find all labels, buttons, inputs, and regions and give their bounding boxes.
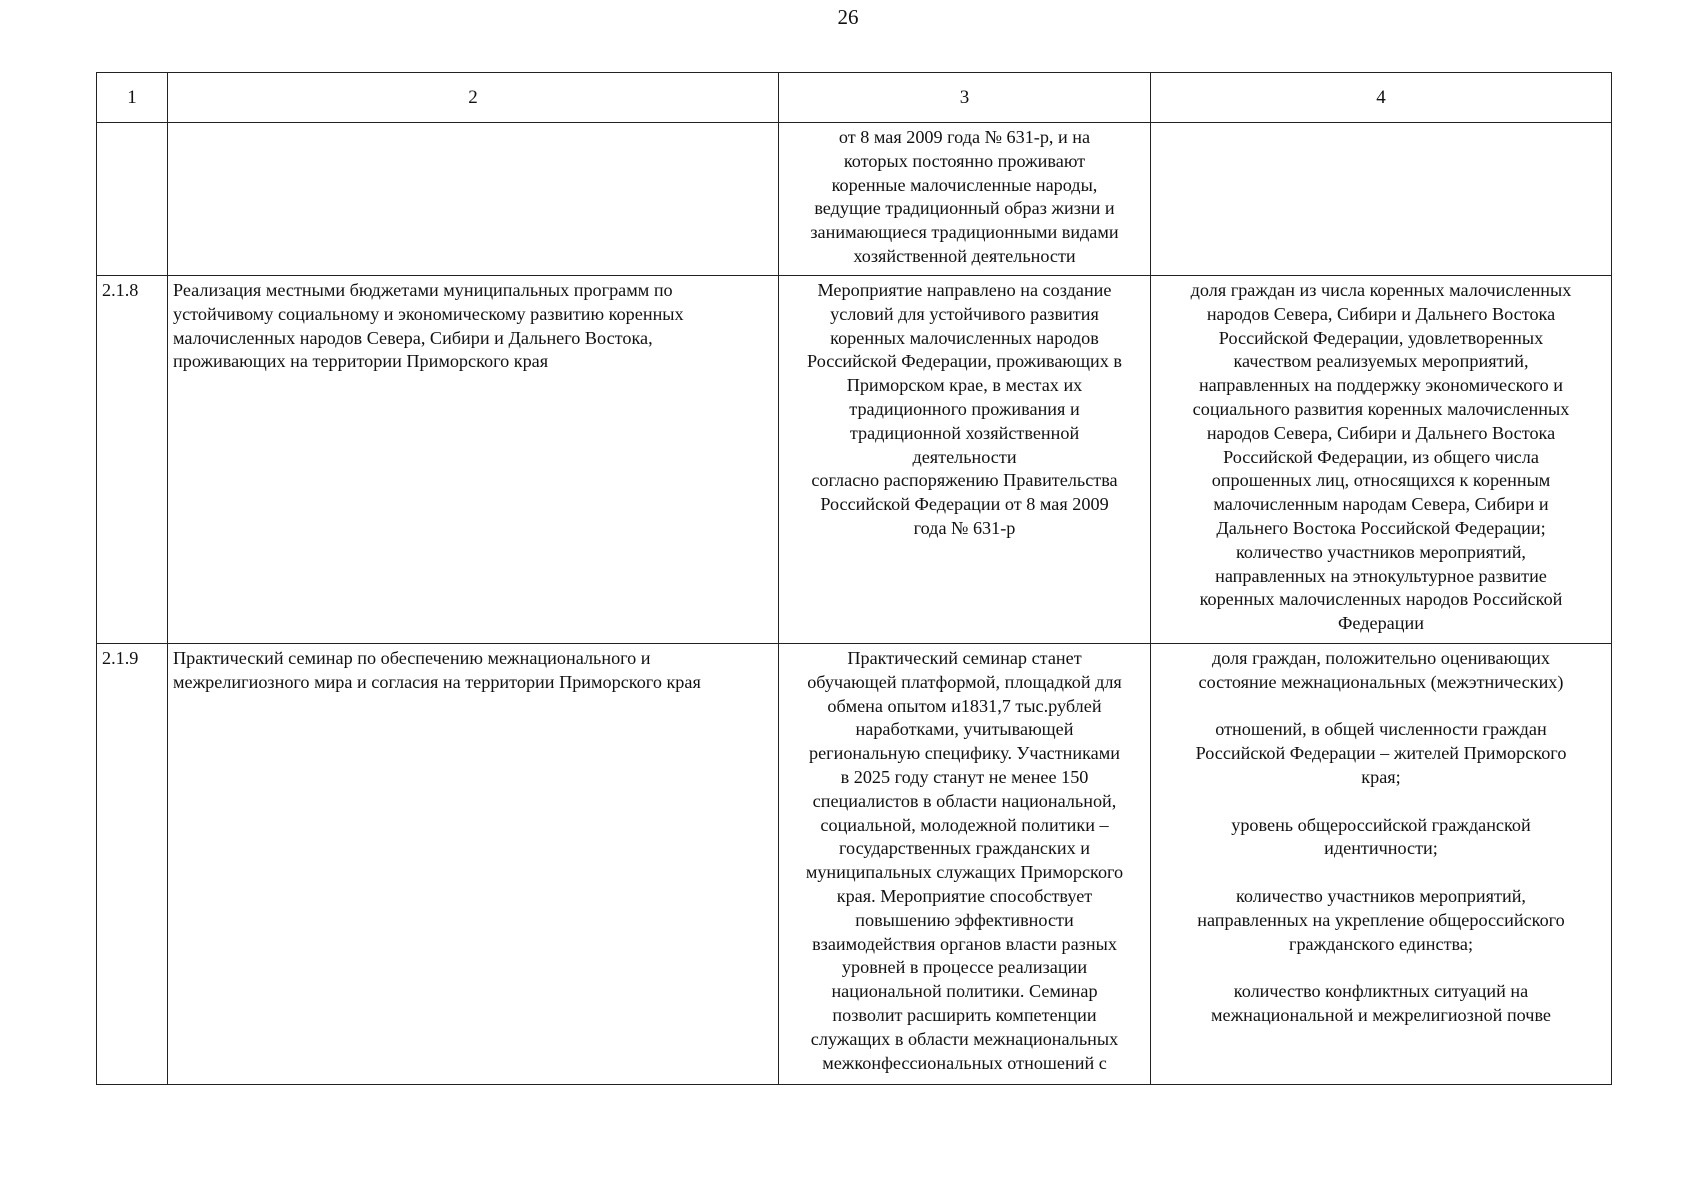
- text-line: коренные малочисленные народы,: [831, 174, 1098, 195]
- text-line: доля граждан из числа коренных малочисленных: [1190, 280, 1572, 300]
- text-line: обучающей платформой, площадкой для: [807, 671, 1122, 692]
- text-line: межрелигиозного мира и согласия на территории Приморского края: [173, 671, 701, 692]
- text-line: идентичности;: [1324, 838, 1438, 859]
- text-line: социальной, молодежной политики –: [820, 814, 1109, 835]
- text-line: от 8 мая 2009 года № 631-р, и на: [838, 127, 1091, 147]
- text-line: согласно распоряжению Правительства: [811, 470, 1118, 491]
- text-line: устойчивому социальному и экономическому развитию коренных: [173, 303, 684, 324]
- row-number-cell: [97, 123, 168, 276]
- text-line: ведущие традиционный образ жизни и: [814, 198, 1115, 219]
- row-number-cell: 2.1.9: [97, 644, 168, 1085]
- text-line: региональную специфику. Участниками: [808, 743, 1120, 764]
- text-line: которых постоянно проживают: [843, 150, 1086, 171]
- blank-line: [1156, 790, 1606, 814]
- text-line: служащих в области межнациональных: [810, 1028, 1119, 1049]
- text-line: традиционной хозяйственной: [849, 422, 1080, 443]
- text-line: народов Севера, Сибири и Дальнего Востока: [1206, 422, 1556, 443]
- text-line: специалистов в области национальной,: [812, 790, 1117, 811]
- row-number-cell: 2.1.8: [97, 276, 168, 644]
- text-line: состояние межнациональных (межэтнических): [1198, 671, 1564, 692]
- text-line: Российской Федерации, удовлетворенных: [1218, 327, 1544, 348]
- activity-name-cell: [168, 644, 779, 1085]
- text-line: государственных гражданских и: [839, 838, 1090, 859]
- text-line: доля граждан, положительно оценивающих: [1211, 648, 1550, 668]
- page-number: 26: [837, 5, 859, 29]
- text-line: деятельности: [912, 446, 1017, 467]
- text-line: национальной политики. Семинар: [831, 981, 1098, 1002]
- indicators-cell: [1151, 276, 1612, 644]
- text-line: позволит расширить компетенции: [832, 1004, 1097, 1025]
- table-row: [97, 123, 1612, 276]
- text-line: межнациональной и межрелигиозной почве: [1211, 1004, 1551, 1025]
- text-line: края. Мероприятие способствует: [836, 885, 1093, 906]
- blank-line: [1156, 695, 1606, 719]
- text-line: уровень общероссийской гражданской: [1231, 814, 1531, 835]
- column-header-4: 4: [1151, 73, 1612, 123]
- text-line: Российской Федерации, из общего числа: [1223, 446, 1539, 467]
- text-line: Мероприятие направлено на создание: [817, 280, 1112, 300]
- text-line: хозяйственной деятельности: [853, 245, 1076, 266]
- indicators-cell: [1151, 644, 1612, 1085]
- text-line: края;: [1361, 766, 1401, 787]
- text-line: проживающих на территории Приморского края: [173, 351, 549, 372]
- column-header-3: 3: [779, 73, 1151, 123]
- text-line: количество участников мероприятий,: [1236, 885, 1526, 906]
- text-line: взаимодействия органов власти разных: [812, 933, 1117, 954]
- text-line: направленных на поддержку экономического и: [1198, 375, 1564, 396]
- table-row: [97, 276, 1612, 644]
- text-line: в 2025 году станут не менее 150: [840, 766, 1089, 787]
- text-line: межконфессиональных отношений с: [822, 1052, 1107, 1073]
- text-line: социального развития коренных малочисленных: [1192, 398, 1570, 419]
- text-line: года № 631-р: [913, 517, 1016, 538]
- indicators-cell: [1151, 123, 1612, 276]
- text-line: муниципальных служащих Приморского: [805, 862, 1124, 883]
- text-line: опрошенных лиц, относящихся к коренным: [1211, 470, 1551, 491]
- table-header-row: [97, 73, 1612, 123]
- text-line: гражданского единства;: [1288, 933, 1474, 954]
- text-line: коренных малочисленных народов Российской: [1199, 589, 1563, 610]
- column-header-2: 2: [168, 73, 779, 123]
- activity-name-cell: [168, 276, 779, 644]
- text-line: качеством реализуемых мероприятий,: [1233, 351, 1529, 372]
- table-row: [97, 644, 1612, 1085]
- text-line: Реализация местными бюджетами муниципальных программ по: [173, 280, 673, 300]
- text-line: уровней в процессе реализации: [841, 957, 1088, 978]
- activity-name-cell: [168, 123, 779, 276]
- text-line: количество конфликтных ситуаций на: [1233, 981, 1529, 1002]
- text-line: народов Севера, Сибири и Дальнего Востока: [1206, 303, 1556, 324]
- text-line: Российской Федерации от 8 мая 2009: [820, 494, 1109, 515]
- text-line: Приморском крае, в местах их: [846, 375, 1083, 396]
- text-line: коренных малочисленных народов: [830, 327, 1099, 348]
- text-line: Практический семинар станет: [847, 648, 1082, 668]
- column-header-1: 1: [97, 73, 168, 123]
- description-cell: [779, 123, 1151, 276]
- blank-line: [1156, 956, 1606, 980]
- text-line: направленных на этнокультурное развитие: [1215, 565, 1547, 586]
- text-line: повышению эффективности: [855, 909, 1074, 930]
- text-line: традиционного проживания и: [849, 398, 1080, 419]
- text-line: Дальнего Востока Российской Федерации;: [1216, 517, 1546, 538]
- document-table: [96, 72, 1612, 1085]
- text-line: малочисленных народов Севера, Сибири и Дальнего Востока,: [173, 327, 653, 348]
- text-line: занимающиеся традиционными видами: [810, 222, 1119, 243]
- text-line: Российской Федерации – жителей Приморского: [1195, 743, 1567, 764]
- blank-line: [1156, 861, 1606, 885]
- text-line: Практический семинар по обеспечению межнационального и: [173, 648, 651, 668]
- text-line: условий для устойчивого развития: [830, 303, 1099, 324]
- text-line: наработками, учитывающей: [855, 719, 1074, 740]
- text-line: Российской Федерации, проживающих в: [807, 351, 1122, 372]
- text-line: направленных на укрепление общероссийского: [1197, 909, 1565, 930]
- text-line: отношений, в общей численности граждан: [1215, 719, 1547, 740]
- description-cell: [779, 644, 1151, 1085]
- text-line: обмена опытом и1831,7 тыс.рублей: [827, 695, 1102, 716]
- text-line: малочисленным народам Севера, Сибири и: [1213, 494, 1549, 515]
- text-line: Федерации: [1338, 613, 1424, 634]
- description-cell: [779, 276, 1151, 644]
- text-line: количество участников мероприятий,: [1236, 541, 1526, 562]
